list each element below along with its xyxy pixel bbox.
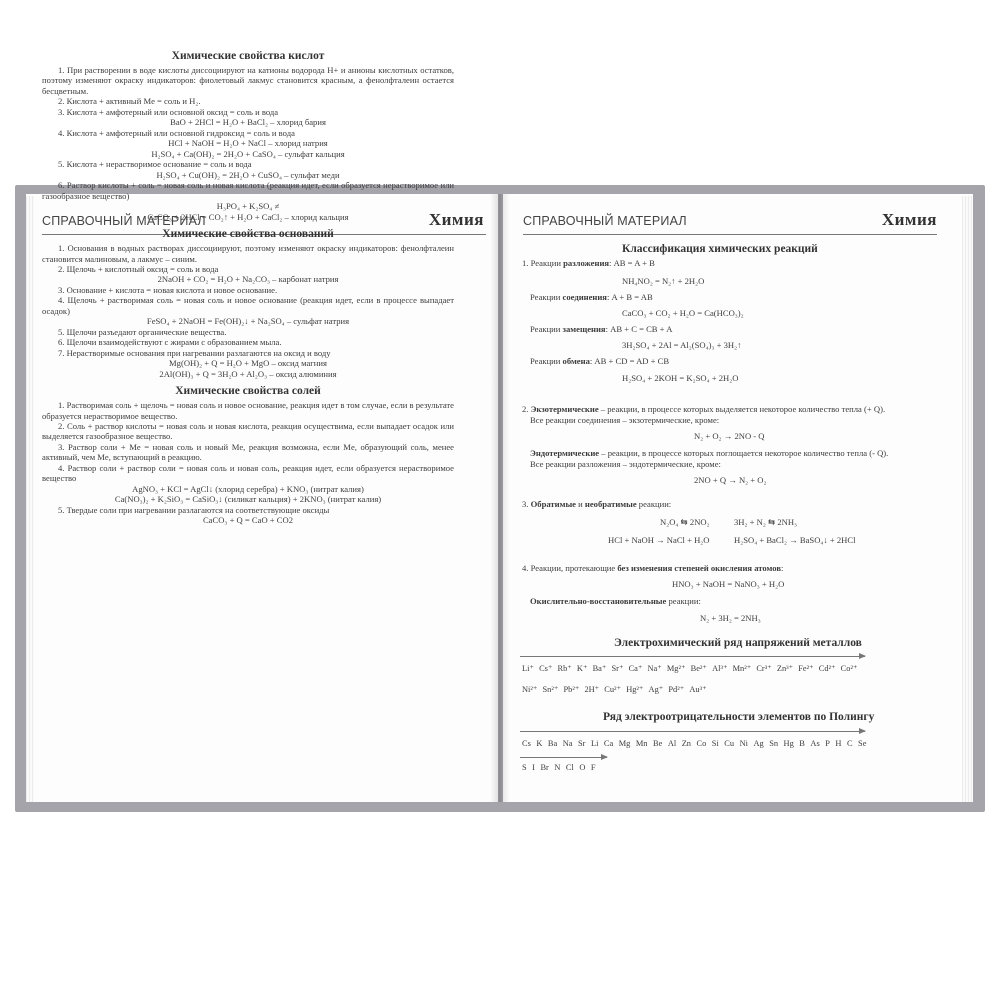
metals-series-arrow bbox=[520, 656, 865, 657]
element-symbol: S bbox=[522, 763, 527, 772]
acids-item-1: 1. При растворении в воде кислоты диссоциируют на катионы водорода H+ и анионы кислотных остатков, поэтому изменяют окраску индикаторов: фиолетовый лакмус становится красным, а фенолфталеин остается бесцветным. bbox=[42, 65, 454, 96]
element-symbol: B bbox=[799, 739, 805, 748]
element-symbol: As bbox=[810, 739, 820, 748]
salts-heading: Химические свойства солей bbox=[175, 385, 321, 398]
element-symbol: Co bbox=[696, 739, 707, 748]
metal-ion: Mg²⁺ bbox=[666, 664, 686, 673]
metal-ion: Cs⁺ bbox=[539, 664, 553, 673]
reversible-formula-1: N₂O₄ ⇆ 2NO₂ bbox=[660, 517, 710, 527]
metal-ion: Ca⁺ bbox=[628, 664, 643, 673]
element-symbol: Hg bbox=[783, 739, 794, 748]
reaction-substitution: Реакции замещения: AB + C = CB + A bbox=[530, 324, 673, 334]
oxidation-unchanged-formula: HNO₃ + NaOH = NaNO₃ + H₂O bbox=[672, 579, 785, 589]
reversible-formula-2: 3H₂ + N₂ ⇆ 2NH₃ bbox=[734, 517, 798, 527]
combination-formula: CaCO₃ + CO₂ + H₂O = Ca(HCO₃)₂ bbox=[622, 308, 744, 318]
metal-ion: Pb²⁺ bbox=[563, 685, 580, 694]
exchange-formula: H₂SO₄ + 2KOH = K₂SO₄ + 2H₂O bbox=[622, 373, 739, 383]
element-symbol: Si bbox=[711, 739, 719, 748]
element-symbol: Mg bbox=[618, 739, 631, 748]
salts-item-1: 1. Растворимая соль + щелочь = новая соль и новое основание, реакция идет в том случае, если в результате образуется нерастворимое вещество. bbox=[42, 400, 454, 421]
acids-item-2: 2. Кислота + активный Me = соль и H₂. bbox=[58, 96, 201, 107]
reaction-exchange: Реакции обмена: AB + CD = AD + CB bbox=[530, 356, 670, 366]
salts-item-4: 4. Раствор соли + раствор соли = новая соль и новая соль, реакция идет, если образуется нерастворимое вещество bbox=[42, 462, 454, 484]
metal-ion: Cu²⁺ bbox=[604, 685, 621, 694]
element-symbol: Zn bbox=[681, 739, 691, 748]
bases-formula-1: 2NaOH + CO₂ = H₂O + Na₂CO₃ – карбонат натрия bbox=[157, 274, 339, 285]
acids-item-3: 3. Кислота + амфотерный или основной оксид = соль и вода bbox=[58, 106, 279, 117]
element-symbol: Se bbox=[858, 739, 867, 748]
acids-formula-5: H₃PO₄ + K₂SO₄ ≠ bbox=[216, 201, 280, 212]
pauling-series-arrow-2 bbox=[520, 757, 607, 758]
metal-ion: Cr³⁺ bbox=[756, 664, 772, 673]
acids-item-5: 5. Кислота + нерастворимое основание = соль и вода bbox=[58, 159, 252, 170]
metal-ion: Rb⁺ bbox=[557, 664, 572, 673]
endothermic-exception-note: Все реакции разложения – эндотермические, кроме: bbox=[530, 459, 721, 469]
metal-ion: Cd²⁺ bbox=[818, 664, 836, 673]
metal-ion: Ba⁺ bbox=[592, 664, 607, 673]
element-symbol: I bbox=[532, 763, 535, 772]
element-symbol: Ag bbox=[753, 739, 764, 748]
exothermic-exception-note: Все реакции соединения – экзотермические, кроме: bbox=[530, 415, 720, 425]
metal-ion: K⁺ bbox=[576, 664, 588, 673]
book-gutter bbox=[490, 194, 510, 802]
left-page-content bbox=[42, 50, 454, 526]
redox-formula: N₂ + 3H₂ = 2NH₃ bbox=[700, 613, 761, 623]
right-page-edge bbox=[962, 196, 972, 802]
metal-ion: Fe²⁺ bbox=[798, 664, 814, 673]
element-symbol: F bbox=[590, 763, 596, 772]
element-symbol: Be bbox=[653, 739, 663, 748]
acids-heading: Химические свойства кислот bbox=[171, 50, 325, 62]
element-symbol: K bbox=[536, 739, 543, 748]
metals-series-heading: Электрохимический ряд напряжений металлов bbox=[614, 637, 862, 649]
bases-item-4: 4. Щелочь + растворимая соль = новая соль и новое основание (реакция идет, если в процессе выпадает осадок) bbox=[42, 295, 454, 316]
bases-item-6: 6. Щелочи взаимодействуют с жирами с образованием мыла. bbox=[58, 337, 282, 348]
metal-ion: Mn²⁺ bbox=[732, 664, 752, 673]
bases-formula-4: 2Al(OH)₃ + Q = 3H₂O + Al₂O₃ – оксид алюминия bbox=[159, 368, 337, 379]
salts-formula-3: CaCO₃ + Q = CaO + CO2 bbox=[202, 515, 294, 526]
right-page-title: Химия bbox=[881, 210, 937, 229]
endothermic-definition: Эндотермические – реакции, в процессе которых поглощается некоторое количество тепла (- Q). bbox=[530, 448, 889, 458]
element-symbol: Ca bbox=[603, 739, 614, 748]
metal-ion: Au³⁺ bbox=[689, 685, 707, 694]
element-symbol: Br bbox=[540, 763, 549, 772]
metal-ion: Zn³⁺ bbox=[776, 664, 794, 673]
salts-formula-1: AgNO₃ + KCl = AgCl↓ (хлорид серебра) + KNO₃ (нитрат калия) bbox=[132, 483, 364, 494]
bases-formula-2: FeSO₄ + 2NaOH = Fe(OH)₂↓ + Na₂SO₄ – сульфат натрия bbox=[146, 316, 350, 327]
element-symbol: Al bbox=[667, 739, 677, 748]
element-symbol: Mn bbox=[635, 739, 648, 748]
element-symbol: Ni bbox=[739, 739, 748, 748]
metal-ion: Sn²⁺ bbox=[542, 685, 559, 694]
irreversible-formula-1: HCl + NaOH → NaCl + H₂O bbox=[608, 535, 710, 545]
acids-item-4: 4. Кислота + амфотерный или основной гидроксид = соль и вода bbox=[58, 127, 295, 138]
left-page-edge bbox=[26, 196, 34, 802]
acids-formula-2: HCl + NaOH = H₂O + NaCl – хлорид натрия bbox=[168, 138, 328, 149]
irreversible-formula-2: H₂SO₄ + BaCl₂ → BaSO₄↓ + 2HCl bbox=[734, 535, 856, 545]
bases-item-2: 2. Щелочь + кислотный оксид = соль и вода bbox=[58, 264, 219, 275]
element-symbol: Cs bbox=[522, 739, 531, 748]
acids-formula-4: H₂SO₄ + Cu(OH)₂ = 2H₂O + CuSO₄ – сульфат меди bbox=[156, 169, 340, 180]
element-symbol: Ba bbox=[547, 739, 558, 748]
element-symbol: O bbox=[579, 763, 586, 772]
oxidation-unchanged-intro: 4. Реакции, протекающие без изменения степеней окисления атомов: bbox=[522, 563, 784, 573]
metal-ion: Ag⁺ bbox=[648, 685, 664, 694]
metals-series-row-2 bbox=[522, 684, 707, 694]
metal-ion: 2H⁺ bbox=[584, 685, 600, 694]
acids-formula-1: BaO + 2HCl = H₂O + BaCl₂ – хлорид бария bbox=[170, 117, 326, 128]
metal-ion: Li⁺ bbox=[522, 664, 534, 673]
salts-formula-2: Ca(NO₃)₂ + K₂SiO₃ = CaSiO₃↓ (силикат кальция) + 2KNO₃ (нитрат калия) bbox=[114, 494, 382, 505]
reaction-decomposition: 1. Реакции разложения: AB = A + B bbox=[522, 258, 655, 268]
exothermic-formula: N₂ + O₂ → 2NO - Q bbox=[694, 431, 765, 441]
metal-ion: Co²⁺ bbox=[840, 664, 858, 673]
decomposition-formula: NH₄NO₂ = N₂↑ + 2H₂O bbox=[622, 276, 705, 286]
element-symbol: H bbox=[835, 739, 842, 748]
reversible-intro: 3. Обратимые и необратимые реакции: bbox=[522, 499, 672, 509]
acids-formula-6: CaCO₃ + 2HCl = CO₂↑ + H₂O + CaCl₂ – хлорид кальция bbox=[147, 211, 349, 222]
element-symbol: Cu bbox=[724, 739, 735, 748]
metals-series-row-1 bbox=[522, 663, 857, 673]
acids-formula-3: H₂SO₄ + Ca(OH)₂ = 2H₂O + CaSO₄ – сульфат кальция bbox=[151, 148, 345, 159]
pauling-series-row-2 bbox=[522, 763, 596, 772]
acids-item-6: 6. Раствор кислоты + соль = новая соль и новая кислота (реакция идет, если образуется нерастворимое или газообразное вещество) bbox=[42, 180, 454, 201]
right-header-rule bbox=[523, 234, 937, 235]
bases-formula-3: Mg(OH)₂ + Q = H₂O + MgO – оксид магния bbox=[169, 358, 327, 369]
metal-ion: Hg²⁺ bbox=[626, 685, 644, 694]
endothermic-formula: 2NO + Q → N₂ + O₂ bbox=[694, 475, 767, 485]
left-running-header: СПРАВОЧНЫЙ МАТЕРИАЛ bbox=[42, 214, 206, 228]
left-page-title: Химия bbox=[428, 210, 484, 229]
reaction-combination: Реакции соединения: A + B = AB bbox=[530, 292, 653, 302]
element-symbol: Cl bbox=[565, 763, 574, 772]
right-running-header: СПРАВОЧНЫЙ МАТЕРИАЛ bbox=[523, 214, 687, 228]
metal-ion: Be²⁺ bbox=[690, 664, 707, 673]
element-symbol: C bbox=[846, 739, 853, 748]
pauling-series-row-1 bbox=[522, 739, 866, 748]
bases-item-1: 1. Основания в водных растворах диссоциируют, поэтому изменяют окраску индикаторов: фенолфталеин становится малиновым, а лакмус – синим. bbox=[42, 243, 454, 264]
pauling-series-heading: Ряд электроотрицательности элементов по Полингу bbox=[603, 711, 875, 723]
bases-item-7: 7. Нерастворимые основания при нагревании разлагаются на оксид и воду bbox=[58, 347, 331, 358]
bases-heading: Химические свойства оснований bbox=[162, 228, 334, 241]
element-symbol: N bbox=[554, 763, 561, 772]
metal-ion: Na⁺ bbox=[647, 664, 662, 673]
element-symbol: Na bbox=[562, 739, 573, 748]
metal-ion: Ni²⁺ bbox=[522, 685, 538, 694]
pauling-series-arrow-1 bbox=[520, 731, 865, 732]
exothermic-definition: 2. Экзотермические – реакции, в процессе которых выделяется некоторое количество тепла (+ Q). bbox=[522, 404, 886, 414]
salts-item-2: 2. Соль + раствор кислоты = новая соль и новая кислота, реакция осуществима, если выпадает осадок или выделяется газообразное вещество. bbox=[42, 421, 454, 442]
element-symbol: Sr bbox=[578, 739, 586, 748]
metal-ion: Pd²⁺ bbox=[668, 685, 685, 694]
bases-item-3: 3. Основание + кислота = новая кислота и новое основание. bbox=[58, 285, 278, 296]
bases-item-5: 5. Щелочи разъедают органические вещества. bbox=[58, 326, 227, 337]
redox-intro: Окислительно-восстановительные реакции: bbox=[530, 596, 701, 606]
metal-ion: Al³⁺ bbox=[712, 664, 728, 673]
classification-heading: Классификация химических реакций bbox=[622, 243, 818, 255]
metal-ion: Sr⁺ bbox=[611, 664, 624, 673]
element-symbol: Li bbox=[590, 739, 599, 748]
element-symbol: P bbox=[825, 739, 830, 748]
element-symbol: Sn bbox=[769, 739, 779, 748]
salts-item-3: 3. Раствор соли + Me = новая соль и новый Me, реакция возможна, если Me, образующий соль, менее активный, чем Me, вступающий в реакцию. bbox=[42, 441, 454, 463]
salts-item-5: 5. Твердые соли при нагревании разлагаются на соответствующие оксиды bbox=[58, 504, 330, 515]
substitution-formula: 3H₂SO₄ + 2Al = Al₂(SO₄)₃ + 3H₂↑ bbox=[622, 340, 742, 350]
